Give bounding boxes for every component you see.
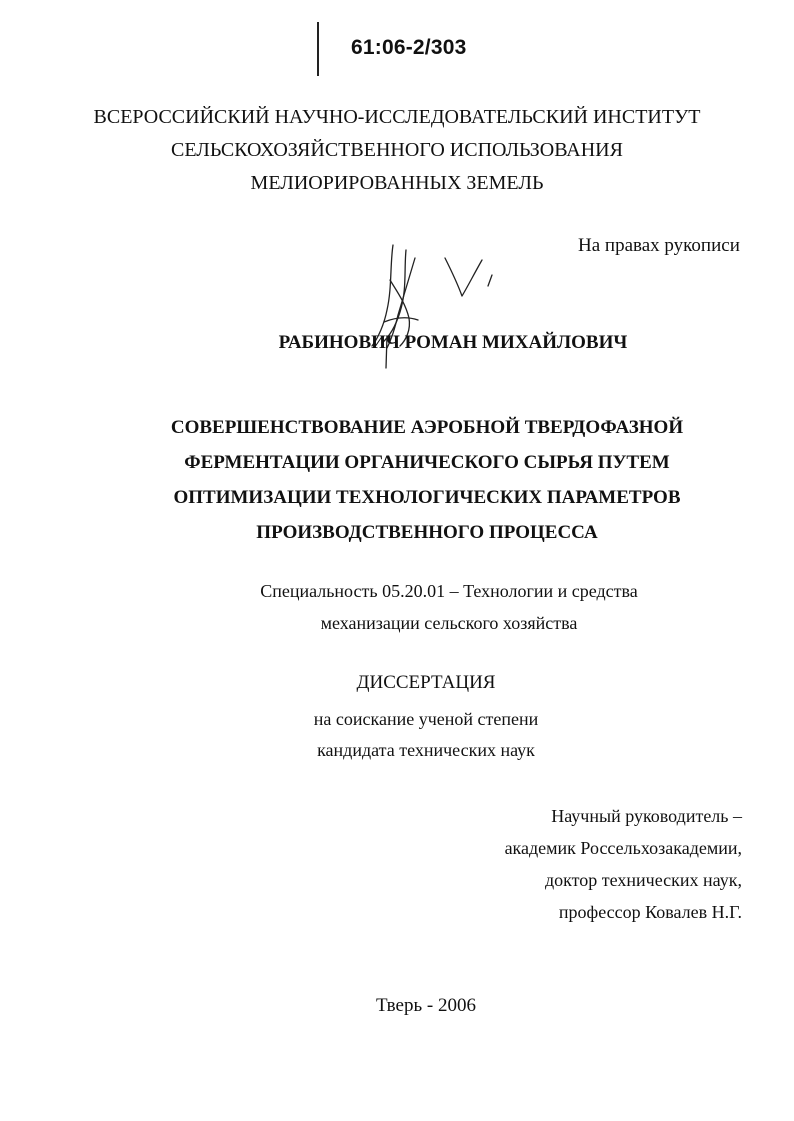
dissertation-title bbox=[0, 410, 794, 550]
author-name: РАБИНОВИЧ РОМАН МИХАЙЛОВИЧ bbox=[278, 332, 628, 353]
title-line-1: СОВЕРШЕНСТВОВАНИЕ АЭРОБНОЙ ТВЕРДОФАЗНОЙ bbox=[170, 417, 684, 438]
specialty-line-1: Специальность 05.20.01 – Технологии и средства bbox=[260, 581, 638, 601]
institute-name bbox=[0, 101, 794, 200]
institute-line-3: МЕЛИОРИРОВАННЫХ ЗЕМЕЛЬ bbox=[250, 172, 544, 194]
degree-line-1: на соискание ученой степени bbox=[313, 709, 539, 729]
adviser-line-2: академик Россельхозакадемии, bbox=[504, 838, 742, 858]
scientific-adviser bbox=[505, 800, 742, 928]
archive-stamp-code: 61:06-2/303 bbox=[351, 36, 467, 59]
adviser-line-3: доктор технических наук, bbox=[545, 870, 742, 890]
institute-line-1: ВСЕРОССИЙСКИЙ НАУЧНО-ИССЛЕДОВАТЕЛЬСКИЙ ИНСТИТУТ bbox=[93, 106, 701, 128]
title-line-2: ФЕРМЕНТАЦИИ ОРГАНИЧЕСКОГО СЫРЬЯ ПУТЕМ bbox=[184, 452, 670, 473]
city-year: Тверь - 2006 bbox=[376, 995, 476, 1016]
manuscript-rights-note: На правах рукописи bbox=[578, 235, 740, 256]
title-line-3: ОПТИМИЗАЦИИ ТЕХНОЛОГИЧЕСКИХ ПАРАМЕТРОВ bbox=[173, 487, 681, 508]
title-line-4: ПРОИЗВОДСТВЕННОГО ПРОЦЕССА bbox=[256, 522, 598, 543]
handwritten-signature bbox=[360, 240, 510, 375]
specialty bbox=[0, 575, 794, 639]
institute-line-2: СЕЛЬСКОХОЗЯЙСТВЕННОГО ИСПОЛЬЗОВАНИЯ bbox=[171, 139, 623, 161]
degree-line-2: кандидата технических наук bbox=[317, 740, 535, 760]
specialty-line-2: механизации сельского хозяйства bbox=[320, 613, 578, 633]
adviser-line-1: Научный руководитель – bbox=[551, 806, 742, 826]
degree-statement bbox=[0, 704, 794, 766]
adviser-line-4: профессор Ковалев Н.Г. bbox=[558, 902, 742, 922]
dissertation-heading: ДИССЕРТАЦИЯ bbox=[356, 672, 496, 693]
stamp-bar bbox=[317, 22, 319, 76]
